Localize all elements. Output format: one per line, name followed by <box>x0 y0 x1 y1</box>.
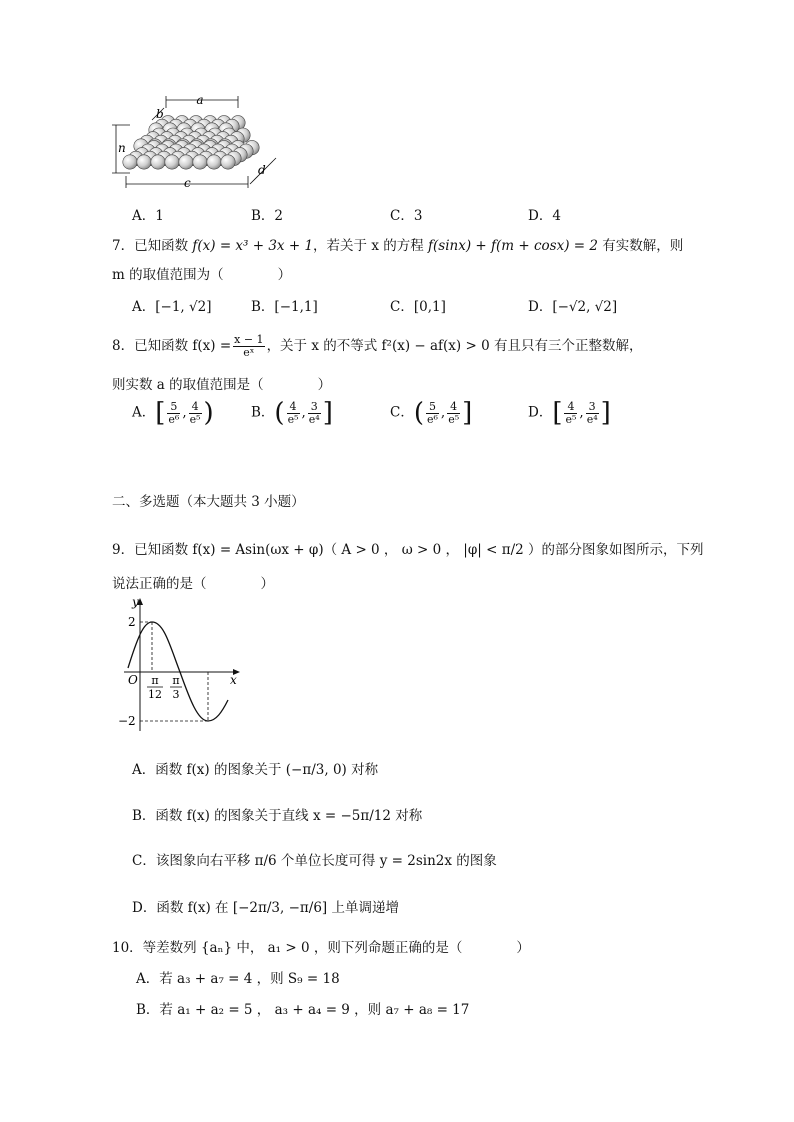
q8-option-b[interactable]: B．( $\frac{4}{\text{e⁵}}$ , $\frac{3}{\text{e⁴}}$ ] <box>251 398 333 428</box>
q6-option-c[interactable] <box>390 204 422 224</box>
option-text: 3 <box>413 208 423 224</box>
q8-option-d[interactable]: D．[ $\frac{4}{\text{e⁵}}$ , $\frac{3}{\text{e⁴}}$ ] <box>528 398 611 428</box>
fraction-denominator: e⁵ <box>287 412 299 426</box>
option-letter: C． <box>390 208 414 224</box>
q8-text: 8．已知函数 f(x) = <box>112 338 232 354</box>
origin-label: O <box>128 673 138 687</box>
fraction <box>189 401 202 425</box>
option-text: [0,1] <box>413 299 446 315</box>
fraction <box>586 401 599 425</box>
interval-close: ] <box>600 398 611 428</box>
ball <box>179 155 193 169</box>
interval-open: ( <box>274 398 285 428</box>
option-text: [−1, √2] <box>155 299 212 315</box>
q8-option-a[interactable]: A．[ $\frac{5}{\text{e⁶}}$ , $\frac{4}{\text{e⁵}}$ ) <box>132 398 214 428</box>
interval-open: ( <box>413 398 424 428</box>
label-a: a <box>196 93 204 107</box>
option-letter: D． <box>528 404 553 421</box>
interval-close: ) <box>203 398 214 428</box>
option-letter: D． <box>528 208 553 224</box>
q7-option-b[interactable] <box>251 295 318 315</box>
q8-option-c[interactable]: C．( $\frac{5}{\text{e⁶}}$ , $\frac{4}{\text{e⁵}}$ ] <box>390 398 473 428</box>
fraction-numerator: 5 <box>426 401 439 414</box>
q6-option-a[interactable] <box>132 204 164 224</box>
fraction-denominator: e⁵ <box>448 412 460 426</box>
fraction <box>447 401 460 425</box>
q10-option-a[interactable]: A．若 a₃ + a₇ = 4 ，则 S₉ = 18 <box>136 971 340 987</box>
label-b: b <box>156 107 164 121</box>
option-text: 4 <box>552 208 561 224</box>
fraction <box>426 401 439 425</box>
option-letter: B． <box>251 208 275 224</box>
option-text: [−√2, √2] <box>552 299 618 315</box>
fraction-numerator: 5 <box>167 401 180 414</box>
ball <box>123 155 137 169</box>
option-letter: A． <box>132 299 156 315</box>
q7-option-c[interactable] <box>390 295 446 315</box>
q9-option-b[interactable]: B．函数 f(x) 的图象关于直线 x = −5π/12 对称 <box>132 808 423 824</box>
q7-text: ，若关于 x 的方程 <box>313 238 429 254</box>
tick1-denominator: 12 <box>148 688 162 701</box>
fraction <box>308 401 321 425</box>
q7-equation: f(sinx) + f(m + cosx) = 2 <box>428 238 598 254</box>
option-text: 2 <box>274 208 284 224</box>
fraction <box>167 401 180 425</box>
q7-text: 有实数解，则 <box>597 238 684 254</box>
y-max-label: 2 <box>128 615 136 629</box>
ball <box>207 155 221 169</box>
fraction-denominator: e⁴ <box>308 412 320 426</box>
option-text: [−1,1] <box>274 299 318 315</box>
q8-stem-line1 <box>112 334 642 359</box>
interval-open: [ <box>155 398 166 428</box>
sine-graph <box>112 596 242 736</box>
option-letter: D． <box>528 299 553 315</box>
fraction-denominator: e⁶ <box>168 412 180 426</box>
fraction-numerator: 4 <box>287 401 300 414</box>
tick2-denominator: 3 <box>172 688 180 701</box>
q7-stem-line1 <box>112 234 683 254</box>
option-text: 1 <box>155 208 164 224</box>
fraction-numerator: 3 <box>308 401 321 414</box>
interval-close: ] <box>462 398 473 428</box>
option-letter: A． <box>132 208 156 224</box>
q8-text: ，关于 x 的不等式 f²(x) − af(x) > 0 有且只有三个正整数解， <box>266 338 643 354</box>
q6-option-d[interactable] <box>528 204 561 224</box>
q8-stem-line2: 则实数 a 的取值范围是（ ） <box>112 377 332 393</box>
fraction-denominator: e⁵ <box>565 412 577 426</box>
fraction-denominator: e⁵ <box>189 412 201 426</box>
x-axis-label: x <box>230 673 237 687</box>
fraction-numerator: 4 <box>447 401 460 414</box>
tick1-numerator: π <box>151 674 159 687</box>
q7-option-d[interactable] <box>528 295 617 315</box>
q9-option-c[interactable]: C．该图象向右平移 π/6 个单位长度可得 y = 2sin2x 的图象 <box>132 853 497 869</box>
q7-option-a[interactable] <box>132 295 211 315</box>
option-letter: C． <box>390 404 414 421</box>
q10-option-b[interactable]: B．若 a₁ + a₂ = 5 ， a₃ + a₄ = 9 ，则 a₇ + a₈ = 17 <box>136 1002 470 1018</box>
stacked-balls-figure <box>108 88 288 198</box>
option-letter: B． <box>251 299 275 315</box>
y-min-label: −2 <box>118 714 136 728</box>
q9-stem-line1: 9．已知函数 f(x) = Asin(ωx + φ)（ A > 0 ， ω > 0 ， |φ| < π/2 ）的部分图象如图所示，下列 <box>112 542 704 558</box>
q10-stem: 10．等差数列 {aₙ} 中， a₁ > 0 ，则下列命题正确的是（ ） <box>112 940 530 956</box>
fraction-denominator: e⁴ <box>586 412 598 426</box>
q7-function: f(x) = x³ + 3x + 1 <box>192 238 314 254</box>
q8-fraction <box>233 334 264 358</box>
q7-text: 7．已知函数 <box>112 238 193 254</box>
label-c: c <box>184 176 191 190</box>
section-heading: 二、多选题（本大题共 3 小题） <box>112 494 305 510</box>
interval-close: ] <box>322 398 333 428</box>
fraction-denominator: e⁶ <box>427 412 438 426</box>
balls <box>123 116 259 170</box>
fraction <box>564 401 577 425</box>
option-letter: A． <box>132 404 156 421</box>
ball <box>137 155 151 169</box>
ball <box>221 155 235 169</box>
q9-stem-line2: 说法正确的是（ ） <box>112 576 274 592</box>
ball <box>151 155 165 169</box>
label-d: d <box>258 163 266 177</box>
tick2-numerator: π <box>172 674 180 687</box>
q9-option-a[interactable]: A．函数 f(x) 的图象关于 (−π/3, 0) 对称 <box>132 762 379 778</box>
y-axis-label: y <box>132 596 139 609</box>
fraction <box>287 401 300 425</box>
fraction-numerator: 3 <box>586 401 599 414</box>
option-letter: B． <box>251 404 275 421</box>
fraction-numerator: 4 <box>189 401 202 414</box>
interval-open: [ <box>552 398 563 428</box>
fraction-numerator: x − 1 <box>234 333 264 347</box>
ball <box>193 155 207 169</box>
ball <box>165 155 179 169</box>
q7-stem-line2: m 的取值范围为（ ） <box>112 267 292 283</box>
label-n: n <box>118 141 126 155</box>
fraction-denominator: eˣ <box>243 346 255 359</box>
option-letter: C． <box>390 299 414 315</box>
q9-option-d[interactable]: D．函数 f(x) 在 [−2π/3, −π/6] 上单调递增 <box>132 900 399 916</box>
q6-option-b[interactable] <box>251 204 283 224</box>
fraction-numerator: 4 <box>564 401 577 414</box>
